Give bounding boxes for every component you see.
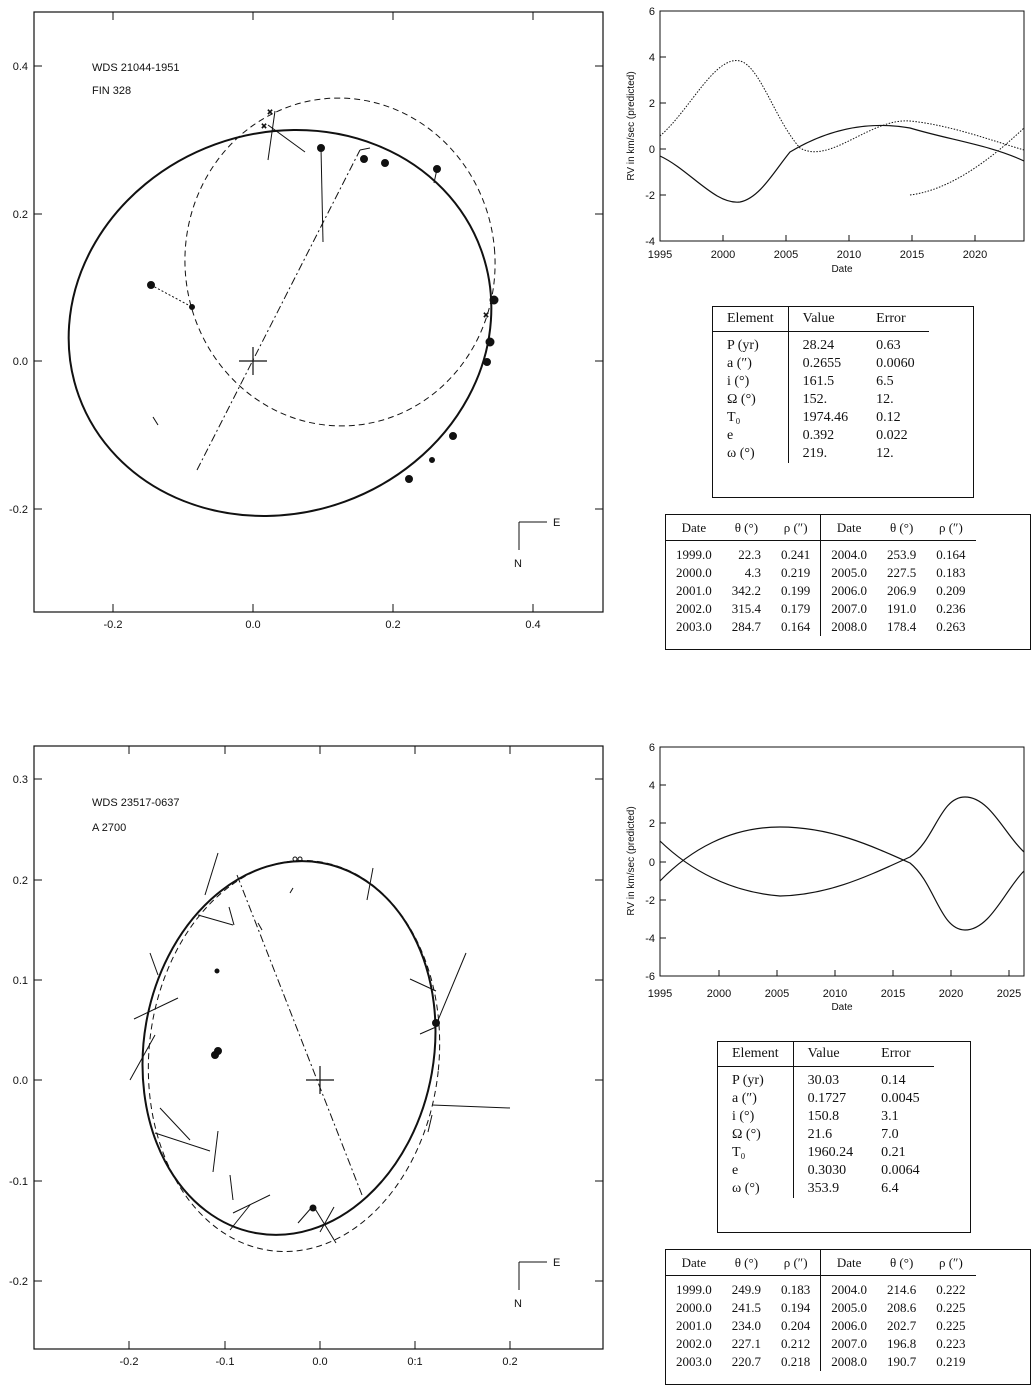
cell: 2006.0 (831, 1318, 867, 1333)
element-name: Ω (°) (718, 1126, 793, 1144)
x-tick-label: -0.2 (119, 1356, 139, 1368)
cell: 0.194 (771, 1299, 821, 1317)
element-row (718, 1090, 934, 1108)
x-tick-label: 0.2 (385, 619, 401, 631)
cell: 0.223 (936, 1336, 966, 1351)
ephemeris-table-2 (665, 1249, 1031, 1385)
element-error: 0.0045 (881, 1091, 920, 1106)
cell: 0.183 (771, 1276, 821, 1300)
col-header-error: Error (862, 307, 929, 332)
element-value: 28.24 (802, 338, 835, 353)
previous-orbit (129, 846, 458, 1266)
y-tick-label: -0.2 (9, 504, 28, 516)
element-name: e (718, 1162, 793, 1180)
y-tick-label: 0.0 (12, 356, 28, 368)
ephemeris-row (666, 600, 976, 618)
compass-north-label: N (514, 558, 522, 570)
y-tick-label: 0.4 (12, 61, 28, 73)
element-name: T₀ (713, 409, 788, 427)
compass-rose (519, 1262, 547, 1290)
y-tick-label: 0.0 (12, 1075, 28, 1087)
element-error: 3.1 (881, 1109, 899, 1124)
element-name: i (°) (713, 373, 788, 391)
rv-x-tick: 2020 (962, 249, 988, 261)
rv-x-tick: 2005 (764, 988, 790, 1000)
x-tick-label: 0.2 (502, 1356, 518, 1368)
col-header-date: Date (821, 515, 877, 541)
cell: 0.209 (936, 583, 966, 598)
x-tick-label: 0.4 (525, 619, 541, 631)
cell: 0.222 (936, 1282, 966, 1297)
cell: 0.183 (936, 565, 966, 580)
element-row (718, 1126, 934, 1144)
col-header-theta: θ (°) (877, 515, 926, 541)
rv-y-tick: 6 (648, 742, 655, 754)
element-error: 0.022 (876, 428, 908, 443)
element-row (713, 373, 929, 391)
col-header-theta: θ (°) (722, 1250, 771, 1276)
element-row (718, 1067, 934, 1091)
rv-frame (660, 747, 1024, 976)
rv-x-tick: 2010 (822, 988, 848, 1000)
cell: 2008.0 (831, 619, 867, 634)
cell: 0.263 (936, 619, 966, 634)
cell: 2001.0 (676, 583, 712, 598)
element-error: 0.0064 (881, 1163, 920, 1178)
primary-star-marker (306, 1066, 334, 1094)
orbit-plot-1 (0, 0, 620, 640)
col-header-rho: ρ (″) (926, 1250, 975, 1276)
cell: 196.8 (887, 1336, 917, 1351)
observation-points (148, 107, 499, 483)
ephemeris-row (666, 618, 976, 636)
cell: 0.199 (771, 582, 821, 600)
element-value: 161.5 (802, 374, 835, 389)
col-header-element: Element (718, 1042, 793, 1067)
col-header-theta: θ (°) (877, 1250, 926, 1276)
rv-x-tick: 2020 (938, 988, 964, 1000)
cell: 0.225 (936, 1300, 966, 1315)
ephemeris-row (666, 1335, 976, 1353)
rv-y-tick: -4 (645, 933, 655, 945)
element-value: 1974.46 (802, 410, 849, 425)
line-of-nodes (197, 150, 360, 470)
element-name: T₀ (718, 1144, 793, 1162)
cell: 0.219 (771, 564, 821, 582)
rv-y-tick: -2 (645, 895, 655, 907)
element-value: 353.9 (807, 1181, 840, 1196)
orbit-plot-2 (0, 735, 620, 1395)
cell: 2005.0 (831, 1300, 867, 1315)
orbit-frame (34, 12, 603, 612)
element-error: 0.0060 (876, 356, 915, 371)
cell: 241.5 (731, 1300, 761, 1315)
rv-x-tick: 2025 (996, 988, 1022, 1000)
rv-y-tick: 2 (648, 818, 655, 830)
cell: 0.219 (936, 1354, 966, 1369)
y-tick-label: 0.1 (12, 975, 28, 987)
cell: 2007.0 (831, 1336, 867, 1351)
element-value: 30.03 (807, 1073, 840, 1088)
cell: 1999.0 (676, 547, 712, 562)
y-tick-label: 0.2 (12, 209, 28, 221)
fitted-orbit (14, 71, 546, 574)
cell: 2000.0 (676, 1300, 712, 1315)
element-name: ω (°) (718, 1180, 793, 1198)
cell: 0.241 (771, 541, 821, 565)
rv-plot-2 (620, 735, 1033, 1020)
element-row (718, 1144, 934, 1162)
cell: 0.236 (936, 601, 966, 616)
ephemeris-row (666, 1353, 976, 1371)
rv-x-tick: 2015 (880, 988, 906, 1000)
element-row (713, 445, 929, 463)
element-row (713, 409, 929, 427)
cell: 2008.0 (831, 1354, 867, 1369)
col-header-value: Value (788, 307, 862, 332)
element-row (718, 1162, 934, 1180)
y-tick-label: -0.2 (9, 1276, 28, 1288)
orbital-elements-table-2 (717, 1041, 971, 1233)
rv-x-tick: 2000 (710, 249, 736, 261)
rv-y-tick: -4 (645, 236, 655, 248)
svg-text:×: × (261, 121, 267, 131)
orbital-elements-table-1 (712, 306, 974, 498)
previous-orbit (171, 85, 508, 439)
col-header-value: Value (793, 1042, 867, 1067)
element-name: i (°) (718, 1108, 793, 1126)
rv-curve-primary (660, 797, 1024, 896)
cell: 0.218 (771, 1353, 821, 1371)
cell: 2001.0 (676, 1318, 712, 1333)
cell: 227.1 (731, 1336, 761, 1351)
rv-curve-secondary (660, 61, 1024, 152)
element-value: 0.1727 (807, 1091, 847, 1106)
line-of-nodes-ext (360, 148, 370, 150)
element-error: 0.14 (881, 1073, 906, 1088)
compass-east-label: E (553, 517, 561, 529)
rv-curve-primary (660, 125, 1024, 202)
cell: 178.4 (887, 619, 917, 634)
col-header-error: Error (867, 1042, 934, 1067)
rv-y-label: RV in km/sec (predicted) (626, 71, 637, 181)
rv-y-tick: -2 (645, 190, 655, 202)
rv-x-label: Date (831, 1002, 853, 1013)
element-value: 219. (802, 446, 828, 461)
col-header-date: Date (666, 515, 722, 541)
element-name: a (″) (713, 355, 788, 373)
cell: 2002.0 (676, 601, 712, 616)
cell: 234.0 (731, 1318, 761, 1333)
element-value: 0.3030 (807, 1163, 847, 1178)
element-value: 0.392 (802, 428, 835, 443)
element-row (718, 1180, 934, 1198)
rv-y-tick: 2 (648, 98, 655, 110)
element-error: 6.4 (881, 1181, 899, 1196)
cell: 342.2 (731, 583, 761, 598)
element-row (718, 1108, 934, 1126)
cell: 2005.0 (831, 565, 867, 580)
rv-x-tick: 2010 (836, 249, 862, 261)
cell: 2007.0 (831, 601, 867, 616)
element-row (713, 332, 929, 356)
ephemeris-row (666, 1317, 976, 1335)
element-error: 0.12 (876, 410, 901, 425)
ephemeris-row (666, 1299, 976, 1317)
primary-star-marker (239, 347, 267, 375)
x-tick-label: 0.0 (312, 1356, 328, 1368)
discoverer-designation: FIN 328 (92, 85, 132, 97)
ephemeris-row (666, 541, 976, 565)
x-tick-label: -0.1 (215, 1356, 235, 1368)
rv-y-tick: 0 (648, 857, 655, 869)
cell: 4.3 (744, 565, 761, 580)
cell: 202.7 (887, 1318, 917, 1333)
svg-text:×: × (267, 107, 273, 117)
element-value: 152. (802, 392, 828, 407)
cell: 2003.0 (676, 1354, 712, 1369)
cell: 220.7 (731, 1354, 761, 1369)
element-name: e (713, 427, 788, 445)
cell: 0.225 (936, 1318, 966, 1333)
cell: 0.212 (771, 1335, 821, 1353)
svg-text:×: × (483, 310, 489, 320)
element-name: a (″) (718, 1090, 793, 1108)
cell: 190.7 (887, 1354, 917, 1369)
rv-y-tick: 4 (648, 52, 655, 64)
cell: 208.6 (887, 1300, 917, 1315)
ephemeris-table-1 (665, 514, 1031, 650)
cell: 315.4 (731, 601, 761, 616)
y-tick-label: -0.1 (9, 1176, 28, 1188)
element-row (713, 391, 929, 409)
element-value: 0.2655 (802, 356, 842, 371)
col-header-rho: ρ (″) (926, 515, 975, 541)
element-error: 0.21 (881, 1145, 906, 1160)
rv-x-tick: 1995 (647, 249, 673, 261)
wds-designation: WDS 23517-0637 (92, 797, 180, 809)
element-value: 150.8 (807, 1109, 840, 1124)
element-row (713, 355, 929, 373)
rv-frame (660, 11, 1024, 241)
cell: 1999.0 (676, 1282, 712, 1297)
cell: 2003.0 (676, 619, 712, 634)
rv-plot-1 (620, 0, 1033, 285)
rv-x-tick: 2000 (706, 988, 732, 1000)
element-error: 6.5 (876, 374, 894, 389)
element-row (713, 427, 929, 445)
element-value: 21.6 (807, 1127, 833, 1142)
compass-rose (519, 522, 547, 550)
wds-designation: WDS 21044-1951 (92, 62, 180, 74)
col-header-theta: θ (°) (722, 515, 771, 541)
cell: 2004.0 (831, 547, 867, 562)
rv-x-tick: 1995 (647, 988, 673, 1000)
ephemeris-row (666, 582, 976, 600)
cell: 227.5 (887, 565, 917, 580)
ephemeris-row (666, 1276, 976, 1300)
compass-east-label: E (553, 1257, 561, 1269)
element-error: 12. (876, 446, 894, 461)
rv-y-tick: -6 (645, 971, 655, 983)
col-header-rho: ρ (″) (771, 1250, 821, 1276)
cell: 0.164 (771, 618, 821, 636)
rv-y-tick: 4 (648, 780, 655, 792)
orbit-frame (34, 746, 603, 1349)
cell: 206.9 (887, 583, 917, 598)
y-tick-label: 0.2 (12, 875, 28, 887)
rv-y-label: RV in km/sec (predicted) (626, 806, 637, 916)
element-name: P (yr) (718, 1067, 793, 1091)
fitted-orbit (114, 838, 465, 1259)
element-name: P (yr) (713, 332, 788, 356)
rv-x-label: Date (831, 264, 853, 275)
element-error: 12. (876, 392, 894, 407)
cell: 249.9 (731, 1282, 761, 1297)
x-tick-label: 0:1 (407, 1356, 423, 1368)
cell: 2006.0 (831, 583, 867, 598)
cell: 2004.0 (831, 1282, 867, 1297)
cell: 22.3 (738, 547, 761, 562)
rv-curve-secondary-tail (910, 128, 1024, 195)
x-tick-label: 0.0 (245, 619, 261, 631)
line-of-nodes (237, 875, 362, 1195)
rv-x-tick: 2015 (899, 249, 925, 261)
cell: 0.204 (771, 1317, 821, 1335)
col-header-date: Date (666, 1250, 722, 1276)
cell: 0.164 (936, 547, 966, 562)
col-header-date: Date (821, 1250, 877, 1276)
cell: 214.6 (887, 1282, 917, 1297)
cell: 2000.0 (676, 565, 712, 580)
rv-y-tick: 0 (648, 144, 655, 156)
element-name: ω (°) (713, 445, 788, 463)
cell: 253.9 (887, 547, 917, 562)
observation-points (130, 853, 510, 1243)
element-error: 0.63 (876, 338, 901, 353)
element-error: 7.0 (881, 1127, 899, 1142)
cell: 191.0 (887, 601, 917, 616)
cell: 2002.0 (676, 1336, 712, 1351)
col-header-element: Element (713, 307, 788, 332)
rv-y-tick: 6 (648, 6, 655, 18)
rv-x-tick: 2005 (773, 249, 799, 261)
x-tick-label: -0.2 (103, 619, 123, 631)
element-name: Ω (°) (713, 391, 788, 409)
cell: 0.179 (771, 600, 821, 618)
discoverer-designation: A 2700 (92, 822, 127, 834)
y-tick-label: 0.3 (12, 774, 28, 786)
ephemeris-row (666, 564, 976, 582)
element-value: 1960.24 (807, 1145, 854, 1160)
cell: 284.7 (731, 619, 761, 634)
compass-north-label: N (514, 1298, 522, 1310)
col-header-rho: ρ (″) (771, 515, 821, 541)
